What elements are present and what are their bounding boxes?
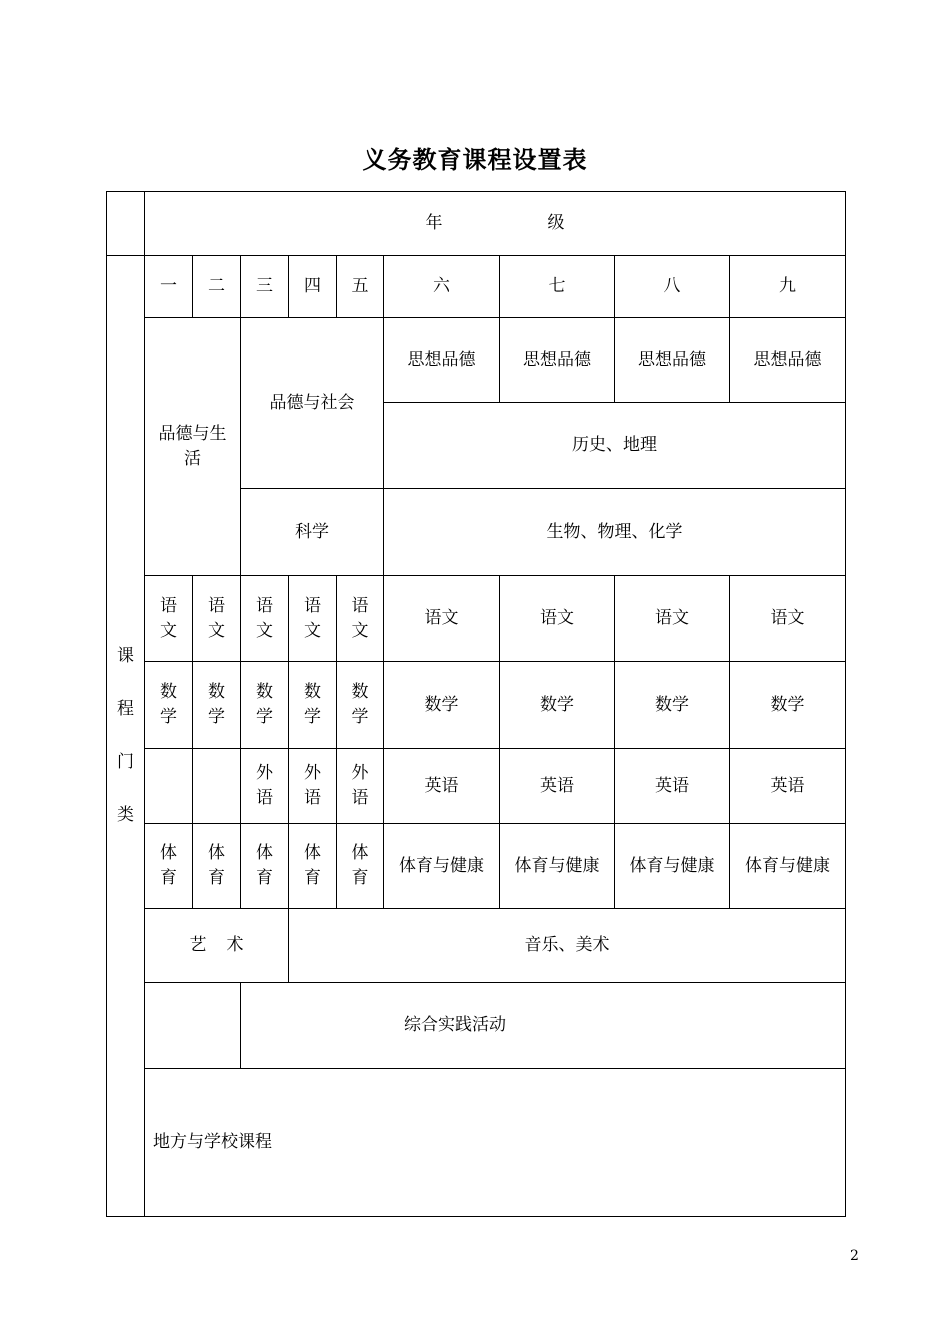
- chinese-2: 语 文: [193, 576, 241, 662]
- math-5: 数 学: [337, 662, 384, 749]
- math-4: 数 学: [289, 662, 337, 749]
- practice-cell: 综合实践活动: [241, 983, 846, 1069]
- page-number: 2: [850, 1248, 859, 1264]
- grade-1: 一: [145, 256, 193, 318]
- foreign-4: 外 语: [289, 749, 337, 824]
- math-3: 数 学: [241, 662, 289, 749]
- moral-society-cell: 品德与社会: [241, 318, 384, 489]
- grade-9: 九: [730, 256, 846, 318]
- chinese-6: 语文: [384, 576, 500, 662]
- english-9: 英语: [730, 749, 846, 824]
- practice-blank-cell: [145, 983, 241, 1069]
- english-8: 英语: [615, 749, 730, 824]
- science-cell: 科学: [241, 489, 384, 576]
- math-6: 数学: [384, 662, 500, 749]
- grade-5: 五: [337, 256, 384, 318]
- moral-life-cell: 品德与生 活: [145, 318, 241, 576]
- foreign-2: [193, 749, 241, 824]
- page-title: 义务教育课程设置表: [362, 146, 588, 174]
- chinese-8: 语文: [615, 576, 730, 662]
- chinese-7: 语文: [500, 576, 615, 662]
- bio-physics-chem-cell: 生物、物理、化学: [384, 489, 846, 576]
- math-9: 数学: [730, 662, 846, 749]
- thought-9: 思想品德: [730, 318, 846, 403]
- pe-health-9: 体育与健康: [730, 824, 846, 909]
- pe-4: 体 育: [289, 824, 337, 909]
- math-2: 数 学: [193, 662, 241, 749]
- math-1: 数 学: [145, 662, 193, 749]
- chinese-1: 语 文: [145, 576, 193, 662]
- foreign-3: 外 语: [241, 749, 289, 824]
- pe-1: 体 育: [145, 824, 193, 909]
- foreign-1: [145, 749, 193, 824]
- history-geography-cell: 历史、地理: [384, 403, 846, 489]
- pe-health-8: 体育与健康: [615, 824, 730, 909]
- grade-8: 八: [615, 256, 730, 318]
- grade-3: 三: [241, 256, 289, 318]
- pe-3: 体 育: [241, 824, 289, 909]
- grade-2: 二: [193, 256, 241, 318]
- corner-cell: [107, 192, 145, 256]
- thought-8: 思想品德: [615, 318, 730, 403]
- course-category-label: 课 程 门 类: [107, 256, 145, 1217]
- art-label-cell: 艺 术: [145, 909, 289, 983]
- music-art-cell: 音乐、美术: [289, 909, 846, 983]
- thought-6: 思想品德: [384, 318, 500, 403]
- pe-2: 体 育: [193, 824, 241, 909]
- chinese-5: 语 文: [337, 576, 384, 662]
- english-6: 英语: [384, 749, 500, 824]
- chinese-3: 语 文: [241, 576, 289, 662]
- english-7: 英语: [500, 749, 615, 824]
- grade-4: 四: [289, 256, 337, 318]
- pe-health-7: 体育与健康: [500, 824, 615, 909]
- thought-7: 思想品德: [500, 318, 615, 403]
- grade-7: 七: [500, 256, 615, 318]
- curriculum-table: [106, 191, 846, 1217]
- local-school-courses-cell: 地方与学校课程: [145, 1069, 846, 1217]
- pe-health-6: 体育与健康: [384, 824, 500, 909]
- foreign-5: 外 语: [337, 749, 384, 824]
- grade-header: 年 级: [145, 192, 846, 256]
- math-8: 数学: [615, 662, 730, 749]
- chinese-4: 语 文: [289, 576, 337, 662]
- pe-5: 体 育: [337, 824, 384, 909]
- chinese-9: 语文: [730, 576, 846, 662]
- grade-6: 六: [384, 256, 500, 318]
- math-7: 数学: [500, 662, 615, 749]
